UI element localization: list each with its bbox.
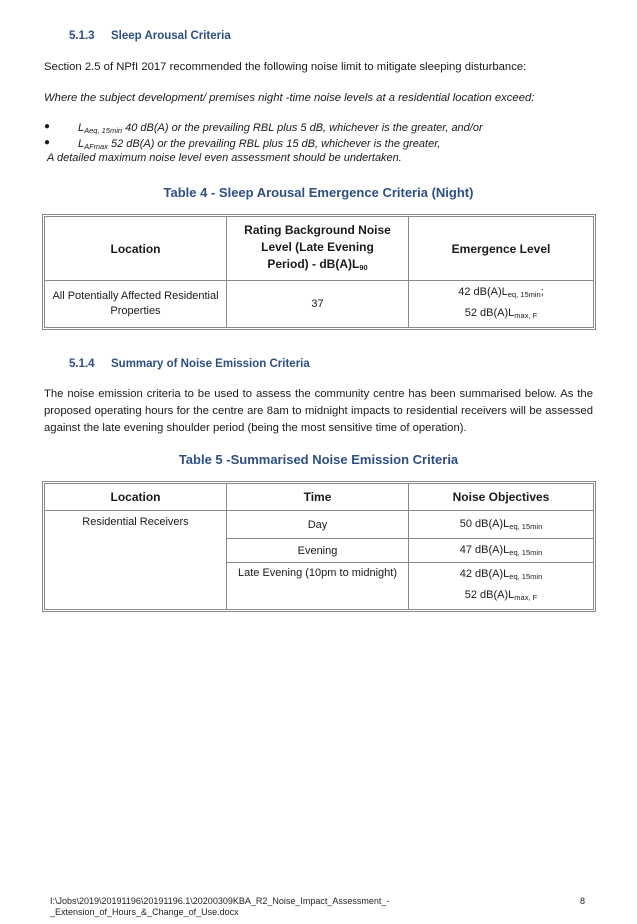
bullet-text: $L_{AFmax}$ 52 dB(A) or the prevailing RBL plus 15 dB, whichever is the greater, bbox=[78, 138, 441, 151]
section-title: Summary of Noise Emission Criteria bbox=[111, 358, 310, 370]
table-5 bbox=[44, 483, 594, 610]
table4-header-rbl: Rating Background Noise Level (Late Evening Period) - $dB(A)L_{90}$ bbox=[227, 217, 409, 281]
table5-caption: Table 5 -Summarised Noise Emission Criteria bbox=[178, 452, 459, 467]
table5-header-objectives: Noise Objectives bbox=[409, 484, 594, 511]
table5-cell-objective: 42 $dB(A)L_{eq, 15min}$ 52 $dB(A)L_{max, F}$ bbox=[409, 563, 594, 610]
page-number: 8 bbox=[580, 896, 586, 906]
section-number: 5.1.4 bbox=[69, 358, 95, 370]
table5-cell-time: Day bbox=[227, 511, 409, 539]
assessment-note: A detailed maximum noise level even assessment should be undertaken. bbox=[47, 152, 402, 164]
bullet-list bbox=[0, 121, 637, 153]
footer-file-path: I:\Jobs\2019\20191196\20191196.1\20200309KBA_R2_Noise_Impact_Assessment_- _Extension_of_Hours_&_Change_of_Use.docx bbox=[50, 896, 390, 917]
table5-cell-objective: 47 $dB(A)L_{eq, 15min}$ bbox=[409, 539, 594, 563]
bullet-item bbox=[0, 121, 637, 136]
section-heading-5-1-4 bbox=[69, 358, 310, 370]
bullet-item bbox=[0, 137, 637, 152]
table4-header-location: Location bbox=[45, 217, 227, 281]
table5-cell-time: Late Evening (10pm to midnight) bbox=[227, 563, 409, 610]
bullet-text: $L_{Aeq, 15min}$ 40 dB(A) or the prevailing RBL plus 5 dB, whichever is the greater, and/or bbox=[78, 122, 483, 135]
section-title: Sleep Arousal Criteria bbox=[111, 30, 231, 42]
table-row bbox=[45, 281, 594, 328]
bullet-dot-icon: ● bbox=[44, 137, 51, 148]
table4-caption: Table 4 - Sleep Arousal Emergence Criteria (Night) bbox=[163, 185, 474, 200]
table-4 bbox=[44, 216, 594, 328]
table4-header-emergence: Emergence Level bbox=[409, 217, 594, 281]
table4-cell-location: All Potentially Affected Residential Properties bbox=[45, 281, 227, 328]
intro-paragraph: Section 2.5 of NPfI 2017 recommended the following noise limit to mitigate sleeping disturbance: bbox=[44, 61, 527, 73]
table5-cell-objective: 50 $dB(A)L_{eq, 15min}$ bbox=[409, 511, 594, 539]
condition-paragraph: Where the subject development/ premises night -time noise levels at a residential location exceed: bbox=[44, 92, 535, 104]
table5-header-time: Time bbox=[227, 484, 409, 511]
table5-cell-time: Evening bbox=[227, 539, 409, 563]
bullet-dot-icon: ● bbox=[44, 121, 51, 132]
table4-cell-emergence: 42 $dB(A)L_{eq, 15min}$; 52 $dB(A)L_{max, F}$ bbox=[409, 281, 594, 328]
table5-header-location: Location bbox=[45, 484, 227, 511]
table-row bbox=[45, 511, 594, 539]
section-number: 5.1.3 bbox=[69, 30, 95, 42]
table5-cell-location: Residential Receivers bbox=[45, 511, 227, 610]
summary-paragraph: The noise emission criteria to be used to assess the community centre has been summarised below. As the proposed operating hours for the centre are 8am to midnight impacts to residential receivers will be assessed against the late evening shoulder period (being the most sensitive time of operation). bbox=[44, 388, 593, 434]
section-heading-5-1-3 bbox=[69, 30, 231, 42]
table4-cell-rbl: 37 bbox=[227, 281, 409, 328]
